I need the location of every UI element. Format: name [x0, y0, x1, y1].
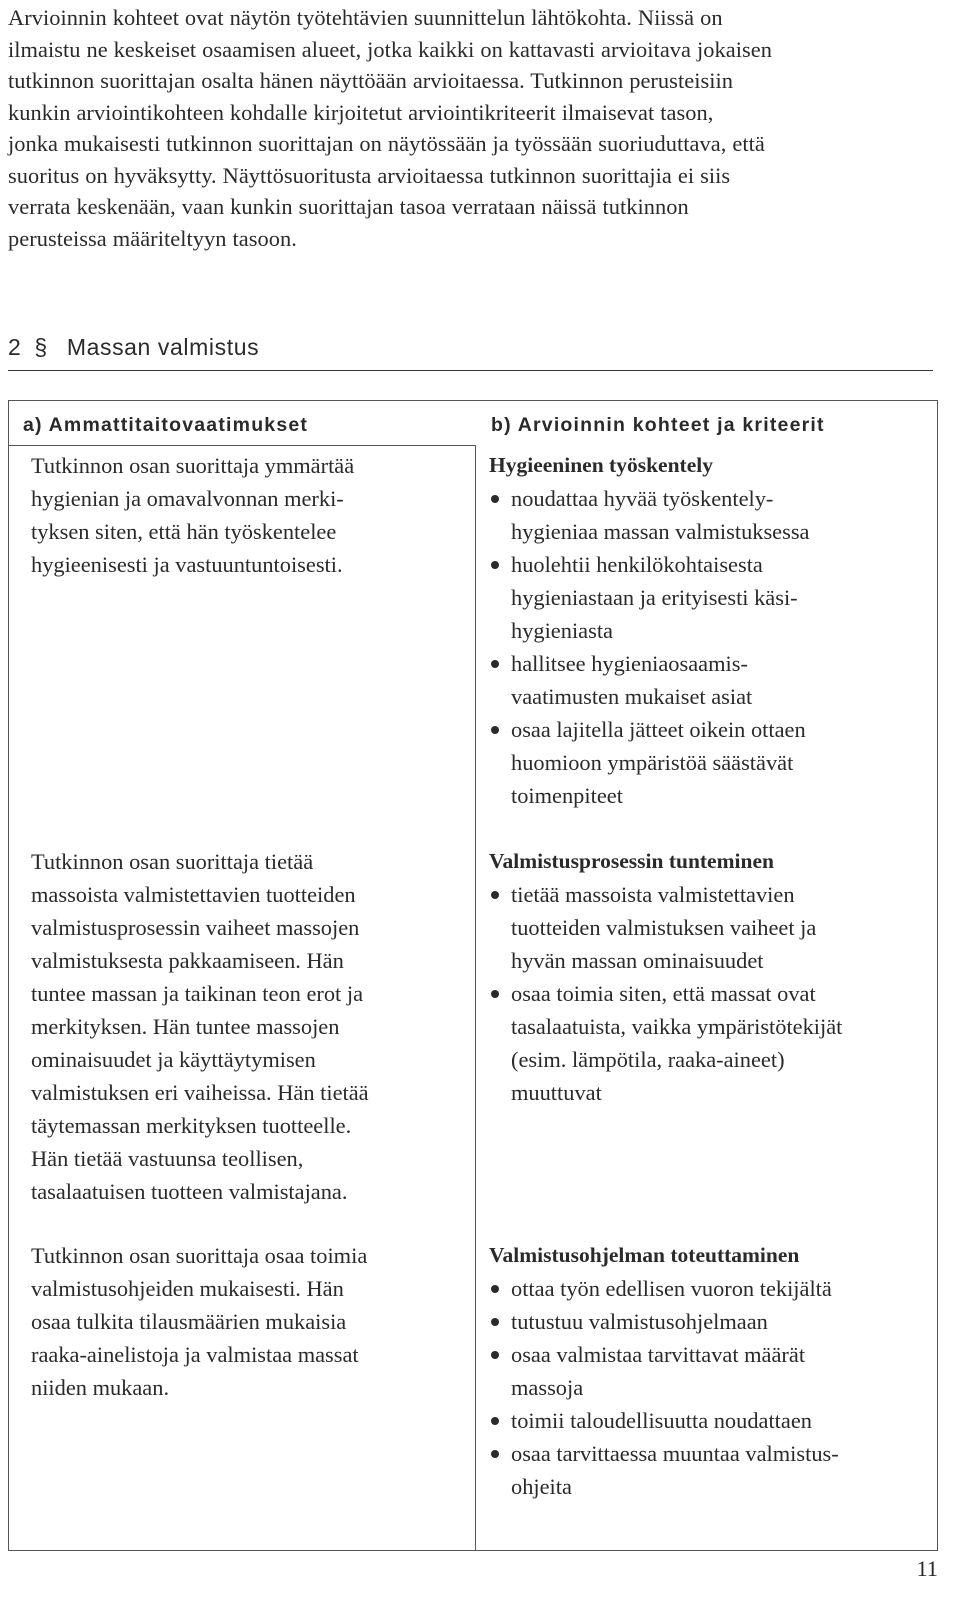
list-item	[489, 1437, 929, 1503]
text-line: toimenpiteet	[511, 783, 623, 808]
text-line: merkityksen. Hän tuntee massojen	[31, 1014, 340, 1039]
text-line: raaka-ainelistoja ja valmistaa massat	[31, 1342, 359, 1367]
text-line: hygieniastaan ja erityisesti käsi-	[511, 585, 798, 610]
list-item	[489, 482, 929, 548]
section-title: Massan valmistus	[66, 334, 260, 360]
intro-line: ilmaistu ne keskeiset osaamisen alueet, jotka kaikki on kattavasti arvioitava jokaisen	[8, 36, 773, 62]
list-item	[489, 713, 929, 812]
text-line: Tutkinnon osan suorittaja tietää	[31, 849, 314, 874]
text-line: huomioon ympäristöä säästävät	[511, 750, 794, 775]
text-line: valmistuksesta pakkaamiseen. Hän	[31, 948, 344, 973]
criteria-block	[489, 845, 929, 1109]
requirement-text	[31, 449, 461, 581]
criteria-title: Hygieeninen työskentely	[489, 453, 713, 477]
text-line: hygieniasta	[511, 618, 613, 643]
text-line: hyvän massan ominaisuudet	[511, 948, 764, 973]
criteria-title: Valmistusohjelman toteuttaminen	[489, 1243, 800, 1267]
text-line: ominaisuudet ja käyttäytymisen	[31, 1047, 316, 1072]
text-line: tyksen siten, että hän työskentelee	[31, 519, 337, 544]
text-line: osaa lajitella jätteet oikein ottaen	[511, 717, 806, 742]
text-line: valmistusohjeiden mukaisesti. Hän	[31, 1276, 344, 1301]
text-line: osaa tulkita tilausmäärien mukaisia	[31, 1309, 347, 1334]
criteria-block	[489, 1239, 929, 1503]
text-line: Hän tietää vastuunsa teollisen,	[31, 1146, 304, 1171]
text-line: tietää massoista valmistettavien	[511, 882, 795, 907]
list-item	[489, 1272, 929, 1305]
text-line: osaa toimia siten, että massat ovat	[511, 981, 816, 1006]
text-line: Tutkinnon osan suorittaja ymmärtää	[31, 453, 355, 478]
text-line: osaa valmistaa tarvittavat määrät	[511, 1342, 806, 1367]
list-item	[489, 647, 929, 713]
text-line: hygieenisesti ja vastuuntuntoisesti.	[31, 552, 343, 577]
text-line: tasalaatuista, vaikka ympäristötekijät	[511, 1014, 843, 1039]
intro-line: Arvioinnin kohteet ovat näytön työtehtävien suunnittelun lähtökohta. Niissä on	[8, 5, 723, 30]
section-number: 2	[8, 334, 22, 360]
text-line: osaa tarvittaessa muuntaa valmistus-	[511, 1441, 839, 1466]
table-divider-horizontal	[9, 445, 475, 446]
intro-paragraph	[8, 2, 943, 254]
table-divider-vertical	[475, 445, 476, 1550]
requirement-text	[31, 845, 461, 1208]
text-line: ottaa työn edellisen vuoron tekijältä	[511, 1276, 832, 1301]
criteria-table	[8, 400, 938, 1551]
text-line: ohjeita	[511, 1474, 572, 1499]
text-line: hallitsee hygieniaosaamis-	[511, 651, 748, 676]
intro-line: tutkinnon suorittajan osalta hänen näyttöään arvioitaessa. Tutkinnon perusteisiin	[8, 68, 734, 93]
text-line: muuttuvat	[511, 1080, 602, 1105]
requirement-text	[31, 1239, 461, 1404]
text-line: toimii taloudellisuutta noudattaen	[511, 1408, 812, 1433]
text-line: noudattaa hyvää työskentely-	[511, 486, 774, 511]
text-line: tutustuu valmistusohjelmaan	[511, 1309, 768, 1334]
criteria-list	[489, 482, 929, 812]
section-heading	[8, 334, 933, 371]
criteria-list	[489, 878, 929, 1109]
text-line: hygienian ja omavalvonnan merki-	[31, 486, 344, 511]
intro-line: suoritus on hyväksytty. Näyttösuoritusta arvioitaessa tutkinnon suorittajia ei siis	[8, 162, 731, 188]
column-heading-requirements: a) Ammattitaitovaatimukset	[23, 414, 309, 436]
list-item	[489, 1404, 929, 1437]
text-line: valmistuksen eri vaiheissa. Hän tietää	[31, 1080, 369, 1105]
text-line: niiden mukaan.	[31, 1375, 170, 1400]
text-line: tuntee massan ja taikinan teon erot ja	[31, 981, 364, 1006]
column-heading-criteria: b) Arvioinnin kohteet ja kriteerit	[491, 414, 825, 436]
criteria-title: Valmistusprosessin tunteminen	[489, 849, 774, 873]
intro-line: perusteissa määriteltyyn tasoon.	[8, 225, 297, 251]
list-item	[489, 977, 929, 1109]
text-line: massoja	[511, 1375, 584, 1400]
text-line: valmistusprosessin vaiheet massojen	[31, 915, 360, 940]
text-line: tuotteiden valmistuksen vaiheet ja	[511, 915, 817, 940]
intro-line: jonka mukaisesti tutkinnon suorittajan on näytössään ja työssään suoriuduttava, että	[8, 131, 765, 156]
section-sign-icon: §	[34, 334, 48, 360]
criteria-list	[489, 1272, 929, 1503]
intro-line: kunkin arviointikohteen kohdalle kirjoitetut arviointikriteerit ilmaisevat tason,	[8, 99, 714, 125]
text-line: massoista valmistettavien tuotteiden	[31, 882, 356, 907]
list-item	[489, 878, 929, 977]
text-line: hygieniaa massan valmistuksessa	[511, 519, 810, 544]
text-line: vaatimusten mukaiset asiat	[511, 684, 753, 709]
text-line: (esim. lämpötila, raaka-aineet)	[511, 1047, 785, 1072]
list-item	[489, 1305, 929, 1338]
list-item	[489, 1338, 929, 1404]
page-number: 11	[916, 1556, 938, 1581]
intro-line: verrata keskenään, vaan kunkin suorittajan tasoa verrataan näissä tutkinnon	[8, 194, 689, 219]
text-line: täytemassan merkityksen tuotteelle.	[31, 1113, 352, 1138]
text-line: Tutkinnon osan suorittaja osaa toimia	[31, 1243, 368, 1268]
text-line: huolehtii henkilökohtaisesta	[511, 552, 763, 577]
text-line: tasalaatuisen tuotteen valmistajana.	[31, 1179, 348, 1204]
criteria-block	[489, 449, 929, 812]
list-item	[489, 548, 929, 647]
